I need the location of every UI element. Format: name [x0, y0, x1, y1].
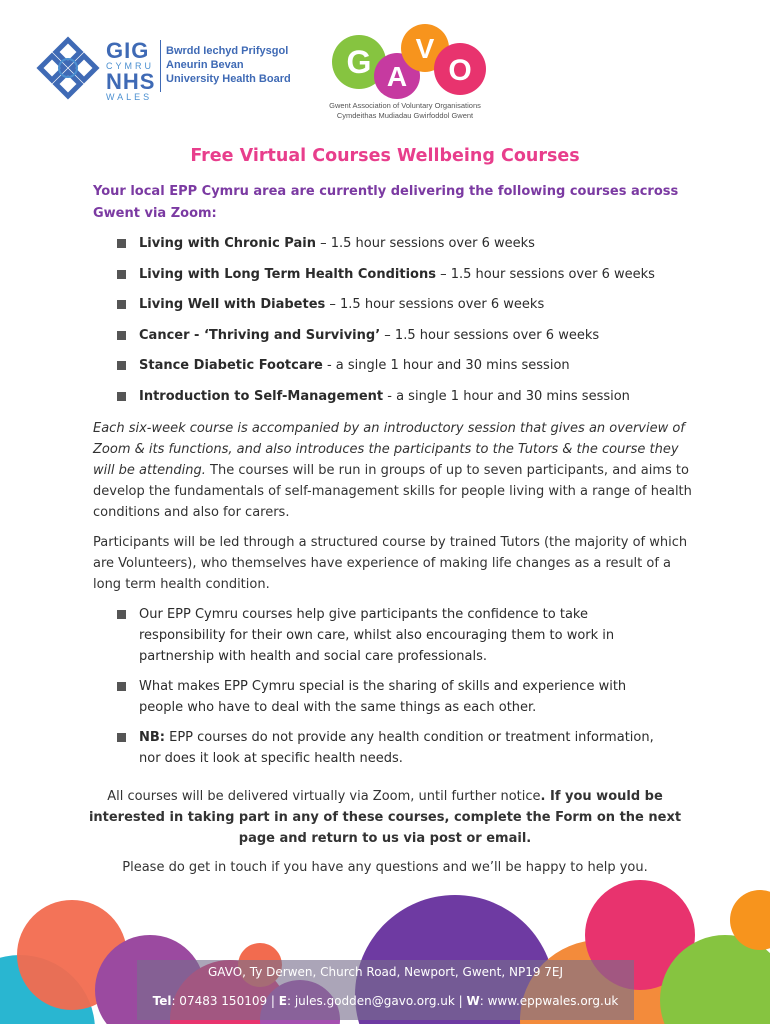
health-board-name: Bwrdd Iechyd Prifysgol Aneurin Bevan University Health Board [166, 45, 291, 85]
square-bullet-icon [117, 733, 126, 742]
tutors-paragraph: Participants will be led through a structured course by trained Tutors (the majority of which are Volunteers), who themselves have experience of making life changes as a result of a long term health condition. [93, 535, 688, 592]
square-bullet-icon [117, 239, 126, 248]
benefit-item: NB: EPP courses do not provide any health condition or treatment information, nor does it look at specific health needs. [117, 727, 657, 769]
gavo-letter-v: V [415, 33, 435, 64]
square-bullet-icon [117, 270, 126, 279]
benefits-list [117, 604, 657, 778]
nhs-wordmark: GIG CYMRU NHS WALES [106, 38, 156, 102]
gavo-subtitle: Gwent Association of Voluntary Organisations Cymdeithas Mudiadau Gwirfoddol Gwent [329, 101, 481, 120]
course-item: Living Well with Diabetes – 1.5 hour sessions over 6 weeks [117, 294, 737, 325]
course-item: Introduction to Self-Management - a single 1 hour and 30 mins session [117, 386, 737, 417]
benefit-item: Our EPP Cymru courses help give participants the confidence to take responsibility for their own care, whilst also encouraging them to work in partnership with health and social care professionals. [117, 604, 657, 667]
gavo-letter-o: O [448, 54, 472, 87]
gavo-letter-g: G [346, 44, 372, 80]
square-bullet-icon [117, 682, 126, 691]
nhs-knot-logo [36, 36, 100, 100]
page-title: Free Virtual Courses Wellbeing Courses [190, 146, 580, 166]
square-bullet-icon [117, 361, 126, 370]
square-bullet-icon [117, 610, 126, 619]
intro-text: Your local EPP Cymru area are currently delivering the following courses across Gwent via Zoom: [93, 184, 679, 221]
course-list [117, 233, 737, 417]
footer-contact-line: Tel: 07483 150109 | E: jules.godden@gavo.org.uk | W: www.eppwales.org.uk [152, 994, 619, 1008]
logo-divider [160, 40, 161, 92]
course-item: Living with Chronic Pain – 1.5 hour sessions over 6 weeks [117, 233, 737, 264]
closing-paragraph: All courses will be delivered virtually via Zoom, until further notice. If you would be interested in taking part in any of these courses, complete the Form on the next page and return to us via post or email. [88, 789, 682, 846]
course-description-paragraph: Each six-week course is accompanied by an introductory session that gives an overview of Zoom & its functions, and also introduces the participants to the Tutors & the course they will be attending. The courses will be run in groups of up to seven participants, and aims to develop the fundamentals of self-management skills for people living with a range of health conditions and also for carers. [93, 421, 692, 520]
course-item: Living with Long Term Health Conditions – 1.5 hour sessions over 6 weeks [117, 264, 737, 295]
contact-invite-text: Please do get in touch if you have any questions and we’ll be happy to help you. [122, 860, 648, 875]
gavo-letter-a: A [386, 61, 408, 92]
square-bullet-icon [117, 392, 126, 401]
benefit-item: What makes EPP Cymru special is the sharing of skills and experience with people who have to deal with the same things as each other. [117, 676, 657, 718]
course-item: Stance Diabetic Footcare - a single 1 hour and 30 mins session [117, 355, 737, 386]
square-bullet-icon [117, 300, 126, 309]
footer-address: GAVO, Ty Derwen, Church Road, Newport, Gwent, NP19 7EJ [207, 965, 564, 979]
gavo-logo [325, 22, 490, 102]
square-bullet-icon [117, 331, 126, 340]
course-item: Cancer - ‘Thriving and Surviving’ – 1.5 hour sessions over 6 weeks [117, 325, 737, 356]
